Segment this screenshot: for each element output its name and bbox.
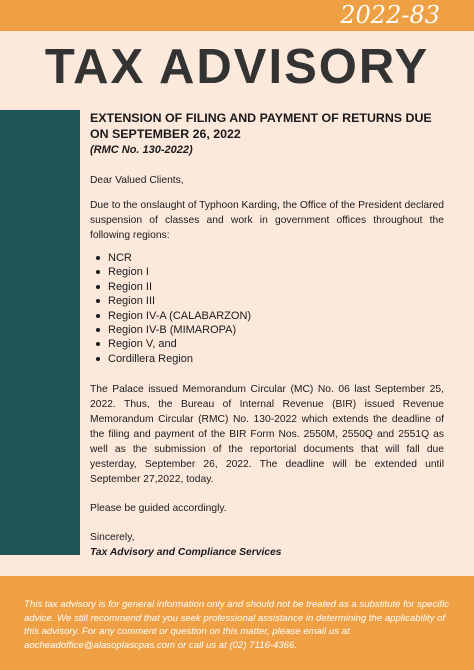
list-item: NCR <box>94 251 444 265</box>
list-item: Region IV-A (CALABARZON) <box>94 309 444 323</box>
rmc-reference: (RMC No. 130-2022) <box>90 144 193 156</box>
guidance-paragraph: Please be guided accordingly. <box>90 503 227 515</box>
footer-disclaimer: This tax advisory is for general information only and should not be treated as a substitute for specific advice. We still recommend that you seek professional assistance in determining the applicability of this advisory. For any comment or question on this matter, please email us at aocheadoffice@alasoplascpas.com or call us at (02) 7116-4366. <box>24 599 450 651</box>
top-banner <box>0 0 474 31</box>
list-item: Region V, and <box>94 337 444 351</box>
advisory-heading: EXTENSION OF FILING AND PAYMENT OF RETURNS DUE ON SEPTEMBER 26, 2022 <box>90 111 432 141</box>
page-title: TAX ADVISORY <box>44 40 430 94</box>
greeting: Dear Valued Clients, <box>90 175 184 186</box>
list-item: Cordillera Region <box>94 352 444 366</box>
list-item: Region IV-B (MIMAROPA) <box>94 323 444 337</box>
list-item: Region III <box>94 294 444 308</box>
list-item: Region I <box>94 265 444 279</box>
details-paragraph: The Palace issued Memorandum Circular (MC) No. 06 last September 25, 2022. Thus, the Bureau of Internal Revenue (BIR) issued Revenue Memorandum Circular (RMC) No. 130-2022 which extends the deadline of the filing and payment of the BIR Form Nos. 2550M, 2550Q and 2551Q as well as the submission of the reportorial documents that will fall due yesterday, September 26, 2022. The deadline will be extended until September 27,2022, today. <box>90 384 444 486</box>
list-item: Region II <box>94 280 444 294</box>
closing: Sincerely, <box>90 532 135 544</box>
signoff: Tax Advisory and Compliance Services <box>90 547 282 559</box>
intro-paragraph: Due to the onslaught of Typhoon Karding, the Office of the President declared suspension of classes and work in government offices throughout the following regions: <box>90 200 444 241</box>
regions-list <box>90 251 444 366</box>
advisory-number: 2022-83 <box>340 1 440 29</box>
advisory-body <box>90 110 444 560</box>
side-accent-bar <box>0 110 80 555</box>
